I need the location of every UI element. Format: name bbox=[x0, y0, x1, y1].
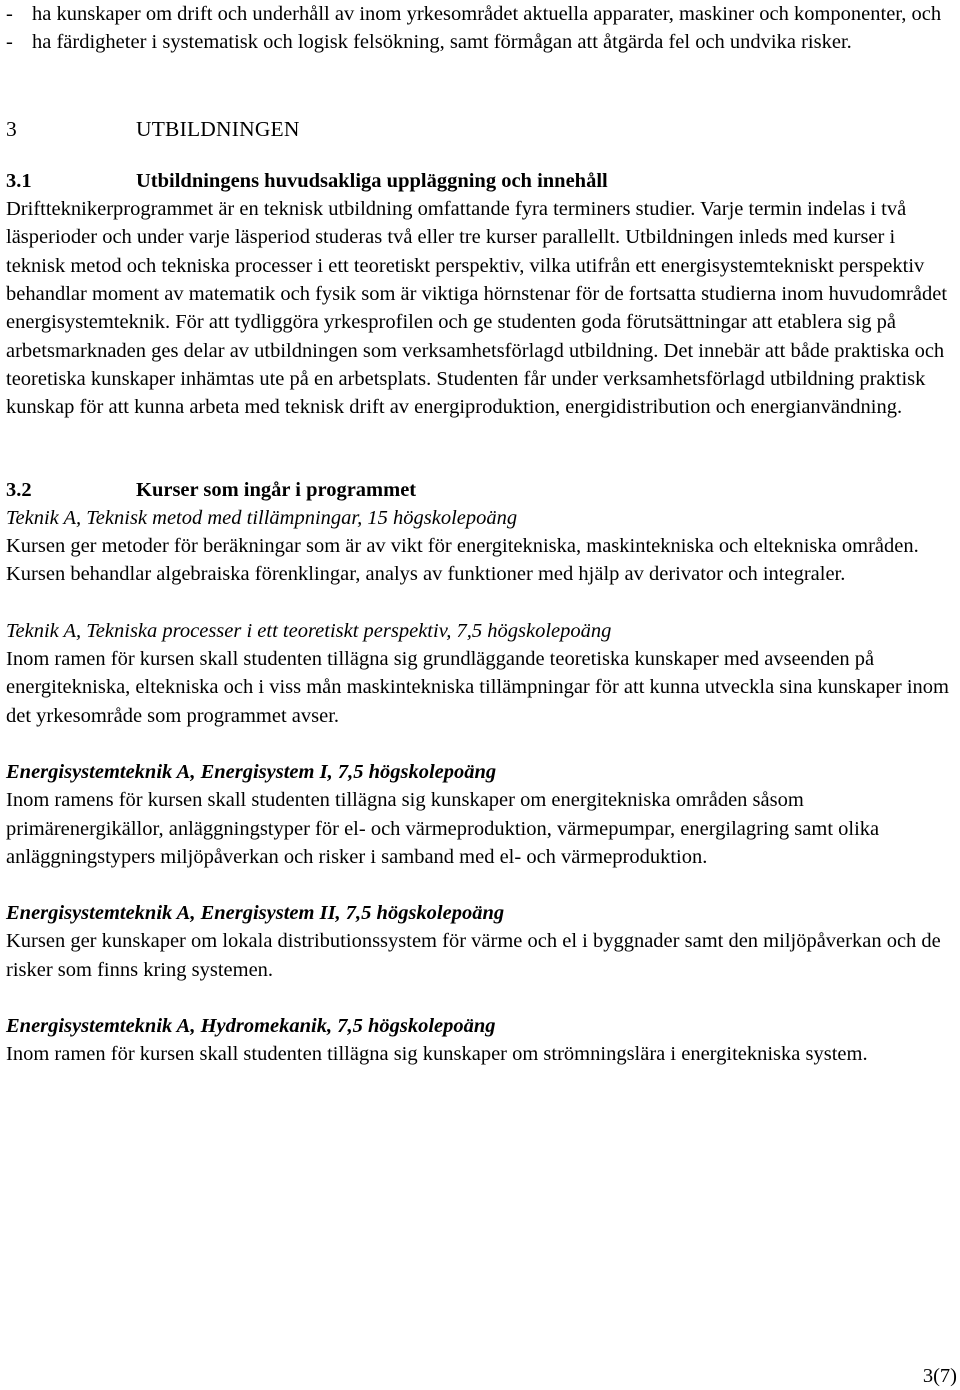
bullet-dash: - bbox=[6, 3, 13, 25]
section-3-1-number: 3.1 bbox=[6, 169, 32, 192]
course-description: Inom ramen för kursen skall studenten tillägna sig kunskaper om strömningslära i energitekniska system. bbox=[6, 1043, 868, 1066]
course-block bbox=[6, 617, 956, 730]
page-number: 3(7) bbox=[922, 1365, 957, 1387]
section-3-1-body: Driftteknikerprogrammet är en teknisk utbildning omfattande fyra terminers studier. Varje termin indelas i två läsperioder och under varje läsperiod studeras två eller tre kurser parallellt. Utbildningen inleds med kurser i teknisk metod och tekniska processer i ett teoretiskt perspektiv, vilka utifrån ett energisystemtekniskt perspektiv behandlar moment av matematik och fysik som är viktiga hörnstenar för de fortsatta studierna inom huvudområdet energisystemteknik. För att tydliggöra yrkesprofilen och ge studenten goda förutsättningar att etablera sig på arbetsmarknaden ges delar av utbildningen som verksamhetsförlagd utbildning. Det innebär att både praktiska och teoretiska kunskaper inhämtas ute på en arbetsplats. Studenten får under verksamhetsförlagd utbildning praktisk kunskap för att kunna arbeta med teknisk drift av energiproduktion, energidistribution och energianvändning. bbox=[6, 198, 948, 419]
course-title: Energisystemteknik A, Energisystem II, 7,5 högskolepoäng bbox=[6, 902, 505, 925]
course-description: Inom ramen för kursen skall studenten tillägna sig grundläggande teoretiska kunskaper med avseenden på energitekniska, eltekniska och i viss mån maskintekniska tillämpningar för att kunna utveckla sina kunskaper inom det yrkesområde som programmet avser. bbox=[6, 648, 949, 727]
course-block bbox=[6, 504, 956, 589]
section-3-1-heading bbox=[6, 167, 956, 195]
bullet-dash: - bbox=[6, 31, 13, 54]
course-block bbox=[6, 1012, 956, 1069]
section-3-2-heading bbox=[6, 476, 956, 504]
section-3-1-title: Utbildningens huvudsakliga uppläggning och innehåll bbox=[136, 169, 608, 192]
bullet-text: ha kunskaper om drift och underhåll av inom yrkesområdet aktuella apparater, maskiner och komponenter, och bbox=[32, 3, 942, 25]
section-3-heading bbox=[6, 115, 956, 143]
course-title: Energisystemteknik A, Energisystem I, 7,5 högskolepoäng bbox=[6, 760, 497, 783]
section-3-2-number: 3.2 bbox=[6, 478, 32, 501]
section-3-number: 3 bbox=[6, 116, 17, 141]
course-description: Inom ramens för kursen skall studenten tillägna sig kunskaper om energitekniska områden såsom primärenergikällor, anläggningstyper för el- och värmeproduktion, värmepumpar, energilagring samt olika anläggningstypers miljöpåverkan och risker i samband med el- och värmeproduktion. bbox=[6, 789, 880, 868]
document-page bbox=[6, 0, 956, 1069]
course-block bbox=[6, 758, 956, 871]
course-title: Teknik A, Tekniska processer i ett teoretiskt perspektiv, 7,5 högskolepoäng bbox=[6, 619, 612, 642]
bullet-item bbox=[6, 28, 956, 56]
course-title: Teknik A, Teknisk metod med tillämpningar, 15 högskolepoäng bbox=[6, 506, 518, 529]
bullet-text: ha färdigheter i systematisk och logisk felsökning, samt förmågan att åtgärda fel och undvika risker. bbox=[32, 31, 852, 54]
course-title: Energisystemteknik A, Hydromekanik, 7,5 högskolepoäng bbox=[6, 1015, 496, 1038]
course-description: Kursen ger metoder för beräkningar som är av vikt för energitekniska, maskintekniska och eltekniska områden. Kursen behandlar algebraiska förenklingar, analys av funktioner med hjälp av derivator och integraler. bbox=[6, 535, 919, 586]
course-description: Kursen ger kunskaper om lokala distributionssystem för värme och el i byggnader samt den miljöpåverkan och de risker som finns kring systemen. bbox=[6, 930, 941, 981]
section-3-2-title: Kurser som ingår i programmet bbox=[136, 478, 417, 501]
course-block bbox=[6, 899, 956, 984]
bullet-item bbox=[6, 0, 956, 28]
section-3-title: UTBILDNINGEN bbox=[136, 116, 300, 141]
